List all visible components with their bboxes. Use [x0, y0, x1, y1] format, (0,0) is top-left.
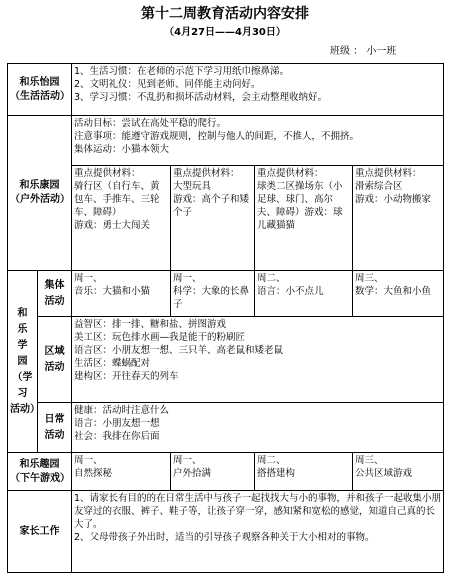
row-life: [8, 64, 444, 116]
area-line: 生活区：蝶蜗配对: [74, 358, 151, 369]
fun-cell: 周一、 自然探秘: [72, 453, 171, 491]
area-activity-label: 区域活动: [38, 317, 72, 403]
row-learning-group: [8, 271, 444, 317]
life-line: 1、生活习惯：在老师的示范下学习用纸巾擦鼻涕。: [74, 66, 290, 77]
outdoor-zone: 重点提供材料： 滑索综合区 游戏：小动物搬家: [353, 166, 444, 271]
life-line: 2、文明礼仪：见到老师、同伴能主动问好。: [74, 79, 261, 90]
group-activity-cell: 周二、 语言：小不点儿: [255, 271, 353, 317]
daily-activity-label: 日常活动: [38, 403, 72, 453]
row-outdoor-zones: [8, 166, 444, 271]
outdoor-group: 集体运动：小猫本领大: [74, 144, 170, 155]
area-line: 建构区：开往春天的列车: [74, 371, 179, 382]
group-activity-label: 集体活动: [38, 271, 72, 317]
page-title: 第十二周教育活动内容安排: [141, 6, 309, 22]
class-label: 班级 ： 小一班: [330, 46, 397, 57]
section-life-label: 和乐怡园 （生活活动）: [8, 64, 72, 116]
daily-line: 健康：活动时注意什么: [74, 405, 170, 416]
fun-cell: 周二、 搭搭建构: [255, 453, 353, 491]
row-outdoor-top: [8, 116, 444, 166]
fun-cell: 周三、 公共区域游戏: [353, 453, 444, 491]
row-learning-area: [8, 317, 444, 403]
row-parent: [8, 491, 444, 573]
daily-line: 语言：小朋友想一想: [74, 418, 160, 429]
outdoor-goal: 活动目标：尝试在高处平稳的爬行。: [74, 118, 227, 129]
life-line: 3、学习习惯：不乱扔和损坏活动材料，会主动整理收纳好。: [74, 92, 328, 103]
area-line: 益智区：排一排、糖和盐、拼图游戏: [74, 319, 227, 330]
group-activity-cell: 周一、 科学：大象的长鼻子: [171, 271, 255, 317]
section-outdoor-info: [72, 116, 444, 166]
section-parent-label: 家长工作: [8, 491, 72, 573]
schedule-table: [7, 63, 444, 573]
section-life-content: [72, 64, 444, 116]
group-activity-cell: 周三、 数学：大鱼和小鱼: [353, 271, 444, 317]
outdoor-zone: 重点提供材料： 骑行区（自行车、黄包车、手推车、三轮车、障碍） 游戏：勇士大闯关: [72, 166, 171, 271]
fun-cell: 周一、 户外拾满: [171, 453, 255, 491]
row-fun: [8, 453, 444, 491]
section-fun-label: 和乐趣园 （下午游戏）: [8, 453, 72, 491]
group-activity-cell: 周一、 音乐：大猫和小猫: [72, 271, 171, 317]
outdoor-notes: 注意事项：能遵守游戏规则，控制与他人的间距，不推人，不拥挤。: [74, 131, 360, 142]
section-learning-label: 和 乐 学 园 （学 习 活动）: [8, 271, 38, 453]
outdoor-zone: 重点提供材料： 大型玩具 游戏：高个子和矮个子: [171, 166, 255, 271]
section-parent-content: [72, 491, 444, 573]
parent-line: 2、父母带孩子外出时，适当的引导孩子观察各种关于大小相对的事物。: [74, 532, 375, 543]
row-learning-daily: [8, 403, 444, 453]
daily-line: 社会：我排在你后面: [74, 431, 160, 442]
area-line: 语言区：小朋友想一想、三只羊、高老鼠和矮老鼠: [74, 345, 284, 356]
daily-activity-content: [72, 403, 444, 453]
parent-line: 1、请家长有目的的在日常生活中与孩子一起找找大与小的事物，并和孩子一起收集小朋友穿过的衣服、裤子、鞋子等，让孩子穿一穿，感知紧和宽松的感觉，知道自己真的长大了。: [74, 493, 442, 530]
area-line: 美工区：玩色排水画—我是能干的粉刷匠: [74, 332, 246, 343]
area-activity-content: [72, 317, 444, 403]
outdoor-zone: 重点提供材料： 球类二区操场东（小足球、球门、高尔夫、障碍）游戏：球儿藏猫猫: [255, 166, 353, 271]
section-outdoor-label: 和乐康园 （户外活动）: [8, 116, 72, 271]
date-range: （4月27日——4月30日）: [164, 27, 286, 38]
